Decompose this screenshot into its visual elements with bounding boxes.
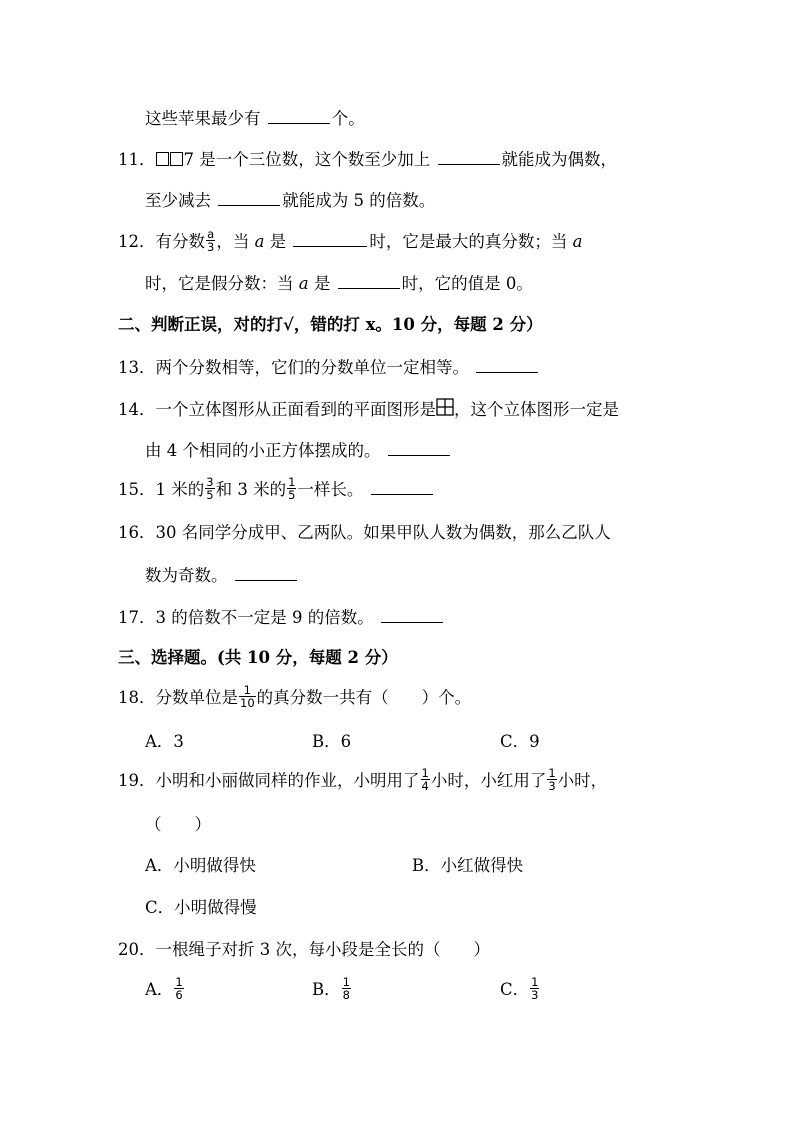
section-2-title: 二、判断正误，对的打√，错的打 x。10 分，每题 2 分）	[118, 315, 543, 334]
fraction: $\frac{a}{3}$	[207, 227, 215, 254]
q10-continuation: 这些苹果最少有 个。	[145, 109, 365, 128]
q18-option-a[interactable]: A．3	[145, 732, 184, 751]
question-16: 16．30 名同学分成甲、乙两队。如果甲队人数为偶数，那么乙队人	[118, 523, 611, 542]
question-11-line2: 至少减去 就能成为 5 的倍数。	[145, 191, 436, 210]
digit-box	[156, 152, 169, 166]
answer-blank[interactable]	[268, 107, 330, 124]
answer-blank[interactable]	[381, 606, 443, 623]
question-20: 20．一根绳子对折 3 次，每小段是全长的（ ）	[118, 940, 490, 959]
fraction: $\frac{1}{4}$	[421, 766, 429, 793]
question-14-line2: 由 4 个相同的小正方体摆成的。	[145, 439, 452, 462]
fraction: $\frac{1}{3}$	[531, 975, 539, 1002]
digit-box	[170, 152, 183, 166]
answer-blank[interactable]	[235, 564, 297, 581]
q19-option-c[interactable]: C．小明做得慢	[145, 898, 257, 917]
section-3-title: 三、选择题。(共 10 分，每题 2 分）	[118, 648, 398, 667]
question-19: 19．小明和小丽做同样的作业，小明用了 $\frac{1}{4}$ 小时，小红用了 $\frac{1}{3}$ 小时，	[118, 766, 608, 793]
question-16-line2: 数为奇数。	[145, 564, 299, 587]
question-15: 15．1 米的 $\frac{3}{5}$ 和 3 米的 $\frac{1}{5}$ 一样长。	[118, 478, 435, 503]
question-17: 17．3 的倍数不一定是 9 的倍数。	[118, 606, 445, 629]
answer-blank[interactable]	[388, 439, 450, 456]
grid-shape-icon	[436, 398, 454, 416]
fraction: $\frac{1}{8}$	[342, 975, 350, 1002]
q19-option-b[interactable]: B．小红做得快	[412, 856, 524, 875]
answer-blank[interactable]	[293, 230, 367, 247]
answer-blank[interactable]	[338, 272, 400, 289]
question-13: 13．两个分数相等，它们的分数单位一定相等。	[118, 356, 540, 379]
q18-option-b[interactable]: B．6	[312, 732, 352, 751]
q19-option-a[interactable]: A．小明做得快	[145, 856, 256, 875]
q20-option-b[interactable]: B． $\frac{1}{8}$	[312, 975, 350, 1002]
answer-blank[interactable]	[476, 356, 538, 373]
q20-option-c[interactable]: C． $\frac{1}{3}$	[500, 975, 539, 1002]
fraction: $\frac{3}{5}$	[206, 475, 214, 502]
answer-blank[interactable]	[438, 148, 500, 165]
fraction: $\frac{1}{6}$	[175, 975, 183, 1002]
question-18: 18．分数单位是 $\frac{1}{10}$ 的真分数一共有（ ）个。	[118, 683, 472, 710]
question-12-line2: 时，它是假分数：当 a 是 时，它的值是 0。	[145, 274, 533, 293]
question-11: 11． 7 是一个三位数，这个数至少加上 就能成为偶数，	[118, 150, 617, 169]
fraction: $\frac{1}{5}$	[288, 475, 296, 502]
fraction: $\frac{1}{3}$	[548, 766, 556, 793]
q18-option-c[interactable]: C．9	[500, 732, 540, 751]
question-19-line2: （ ）	[145, 815, 211, 834]
fraction: $\frac{1}{10}$	[240, 683, 255, 710]
answer-blank[interactable]	[371, 478, 433, 495]
answer-blank[interactable]	[218, 189, 280, 206]
question-12: 12．有分数 $\frac{a}{3}$ ，当 a 是 时，它是最大的真分数；当 a	[118, 227, 583, 254]
question-14: 14．一个立体图形从正面看到的平面图形是 ，这个立体图形一定是	[118, 400, 619, 419]
q20-option-a[interactable]: A． $\frac{1}{6}$	[145, 975, 183, 1002]
